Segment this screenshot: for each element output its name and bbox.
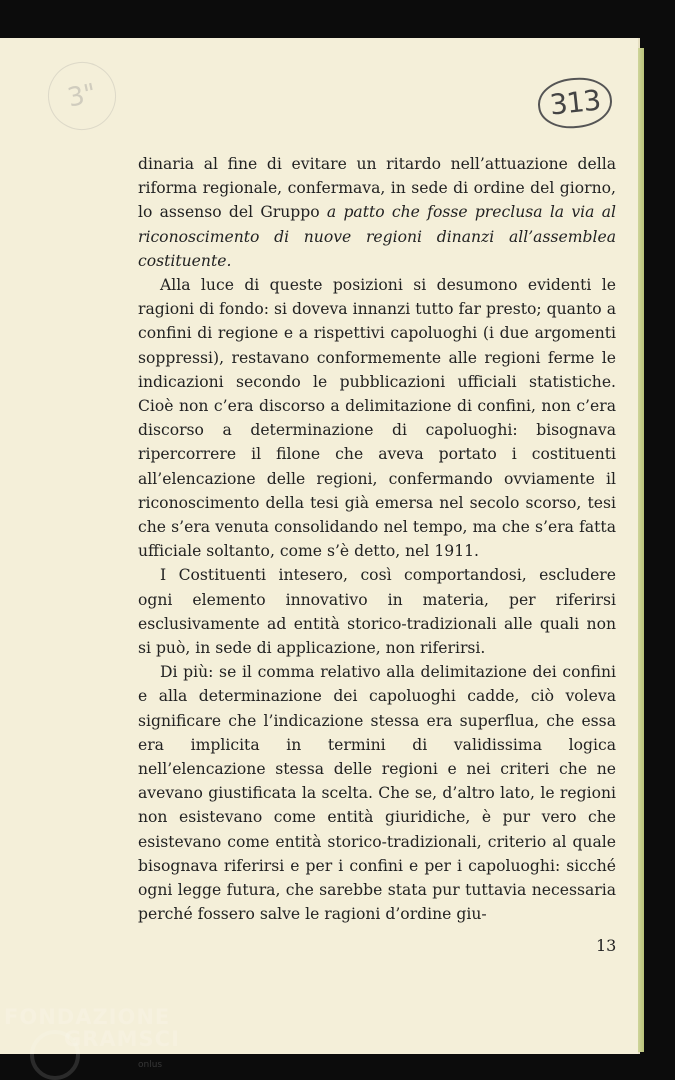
paragraph — [138, 660, 616, 926]
watermark-line-1: FONDAZIONE — [4, 1005, 171, 1029]
italic-text: a patto che fosse preclusa la via al riconoscimento di nuove regioni dinanzi all’assemblea costituente. — [138, 203, 617, 270]
paragraph — [138, 563, 616, 660]
pencil-annotation-page-count: 313 — [536, 74, 615, 131]
pencil-annotation-left: 3" — [42, 56, 123, 137]
paragraph — [138, 273, 616, 563]
watermark — [4, 1005, 180, 1070]
text-run: Alla luce di queste posizioni si desumono evidenti le ragioni di fondo: si doveva innanzi tutto far presto; quanto a confini di regione e a rispettivi capoluoghi (i due argomenti soppressi), restavano conformemente alle regioni ferme le indicazioni secondo le pubblicazioni ufficiali statistiche. Cioè non c’era discorso a delimitazione di confini, non c’era discorso a determinazione di capoluoghi: bisognava ripercorrere il filone che aveva portato i costituenti all’elencazione delle regioni, confermando ovviamente il riconoscimento della tesi già emersa nel secolo scorso, tesi che s’era venuta consolidando nel tempo, ma che s’era fatta ufficiale soltanto, come s’è detto, nel 1911. — [138, 276, 616, 561]
text-run: I Costituenti intesero, così comportandosi, escludere ogni elemento innovativo in materia, per riferirsi esclusivamente ad entità storico-tradizionali alle quali non si può, in sede di applicazione, non riferirsi. — [138, 566, 616, 658]
text-run: dinaria al fine di evitare un ritardo nell’attuazione della riforma regionale, confermava, in sede di ordine del giorno, lo assenso del Gruppo — [138, 155, 616, 222]
paragraph — [138, 152, 616, 273]
page-number: 13 — [596, 936, 617, 955]
page-edge — [638, 48, 644, 1052]
text-run: Di più: se il comma relativo alla delimitazione dei confini e alla determinazione dei capoluoghi cadde, ciò voleva significare che l’indicazione stessa era superflua, che essa era implicita in termini di validissima logica nell’elencazione stessa delle regioni e nei criteri che ne avevano giustificata la scelta. Che se, d’altro lato, le regioni non esistevano come entità giuridiche, è pur vero che esistevano come entità storico-tradizionali, criterio al quale bisognava riferirsi e per i confini e per i capoluoghi: sicché ogni legge futura, che sarebbe stata pur tuttavia necessaria perché fossero salve le ragioni d’ordine giu- — [138, 663, 616, 924]
body-text — [138, 152, 616, 927]
watermark-line-3: onlus — [138, 1060, 163, 1070]
watermark-line-2: GRAMSCI — [64, 1027, 180, 1051]
